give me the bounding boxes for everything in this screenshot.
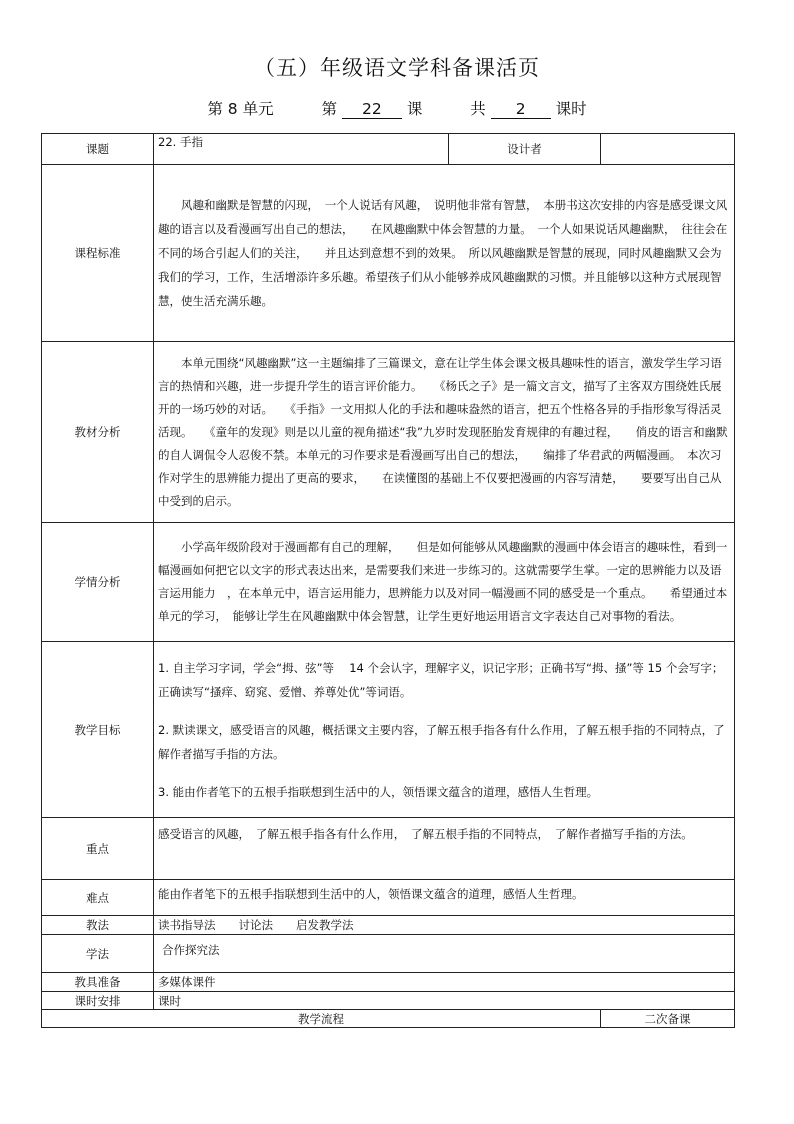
table-row [42,916,735,935]
material-label: 教材分析 [42,342,154,523]
table-row [42,880,735,916]
goals-label: 教学目标 [42,642,154,818]
standard-text: 风趣和幽默是智慧的闪现， 一个人说话有风趣， 说明他非常有智慧， 本册书这次安排的内容是感受课文风趣的语言以及看漫画写出自己的想法， 在风趣幽默中体会智慧的力量。 一个人如果说话风趣幽默， 往往会在不同的场合引起人们的关注， 并且达到意想不到的效果。 所以风趣幽默是智慧的展现，同时风趣幽默又会为我们的学习，工作，生活增添许多乐趣。希望孩子们从小能够养成风趣幽默的习惯。并且能够以这种方式展现智慧，使生活充满乐趣。 [158,198,728,308]
total-prefix: 共 [470,100,486,118]
goal-item-1: 1. 自主学习字词，学会“拇、弦”等 14 个会认字，理解字义，识记字形；正确书写“拇、搔”等 15 个会写字；正确读写“搔痒、窈窕、爱憎、养尊处优”等词语。 [158,660,724,699]
second-prep-label: 二次备课 [601,1010,735,1028]
course-title: 22. 手指 [154,134,449,165]
table-row [42,1010,735,1028]
methods-label: 教法 [42,916,154,935]
table-row [42,342,735,523]
difficulties-text: 能由作者笔下的五根手指联想到生活中的人，领悟课文蕴含的道理，感悟人生哲理。 [154,880,735,916]
designer-label: 设计者 [449,134,601,165]
lesson-prefix: 第 [321,100,337,118]
learner-text: 小学高年级阶段对于漫画都有自己的理解， 但是如何能够从风趣幽默的漫画中体会语言的趣味性，看到一幅漫画如何把它以文字的形式表达出来，是需要我们来进一步练习的。这就需要学生掌。一定的思辨能力以及语言运用能力 ，在本单元中，语言运用能力，思辨能力以及对同一幅漫画不同的感受是一个重点。 希望通过本单元的学习， 能够让学生在风趣幽默中体会智慧，让学生更好地运用语言文字表达自己对事物的看法。 [158,540,728,623]
study-text: 合作探究法 [154,935,735,973]
lesson-suffix: 课 [406,100,423,118]
prep-text: 多媒体课件 [154,973,735,992]
goal-item-2: 2. 默读课文，感受语言的风趣，概括课文主要内容，了解五根手指各有什么作用，了解五根手指的不同特点，了解作者描写手指的方法。 [158,722,725,761]
table-row [42,992,735,1010]
schedule-label: 课时安排 [42,992,154,1010]
difficulties-label: 难点 [42,880,154,916]
table-row [42,523,735,642]
flow-label: 教学流程 [42,1010,601,1028]
standard-label: 课程标准 [42,165,154,342]
key-points-label: 重点 [42,818,154,880]
total-hours: 2 [491,100,551,119]
page-title: （五）年级语文学科备课活页 [254,56,540,80]
designer-value [601,134,735,165]
schedule-text: 课时 [154,992,735,1010]
key-points-text: 感受语言的风趣， 了解五根手指各有什么作用， 了解五根手指的不同特点， 了解作者描写手指的方法。 [158,827,693,841]
lesson-plan-table [41,133,735,1028]
table-row [42,165,735,342]
table-row [42,134,735,165]
learner-label: 学情分析 [42,523,154,642]
table-row [42,818,735,880]
goal-item-3: 3. 能由作者笔下的五根手指联想到生活中的人，领悟课文蕴含的道理，感悟人生哲理。 [158,784,599,799]
table-row [42,935,735,973]
lesson-info [0,97,794,119]
unit-label: 第 8 单元 [207,100,274,118]
table-row [42,973,735,992]
study-label: 学法 [42,935,154,973]
material-text: 本单元围绕“风趣幽默”这一主题编排了三篇课文，意在让学生体会课文极具趣味性的语言，激发学生学习语言的热情和兴趣，进一步提升学生的语言评价能力。 《杨氏之子》是一篇文言文，描写了主客双方围绕姓氏展开的一场巧妙的对话。 《手指》一文用拟人化的手法和趣味盎然的语言，把五个性格各异的手指形象写得活灵活现。 《童年的发现》则是以儿童的视角描述“我”九岁时发现胚胎发育规律的有趣过程， 俏皮的语言和幽默的自人调侃令人忍俊不禁。本单元的习作要求是看漫画写出自己的想法， 编排了华君武的两幅漫画。 本次习作对学生的思辨能力提出了更高的要求， 在读懂图的基础上不仅要把漫画的内容写清楚， 要要写出自己从中受到的启示。 [158,355,728,508]
total-suffix: 课时 [555,100,587,118]
methods-text: 读书指导法 讨论法 启发教学法 [154,916,735,935]
course-label: 课题 [42,134,154,165]
lesson-number: 22 [342,100,402,119]
prep-label: 教具准备 [42,973,154,992]
table-row [42,642,735,818]
